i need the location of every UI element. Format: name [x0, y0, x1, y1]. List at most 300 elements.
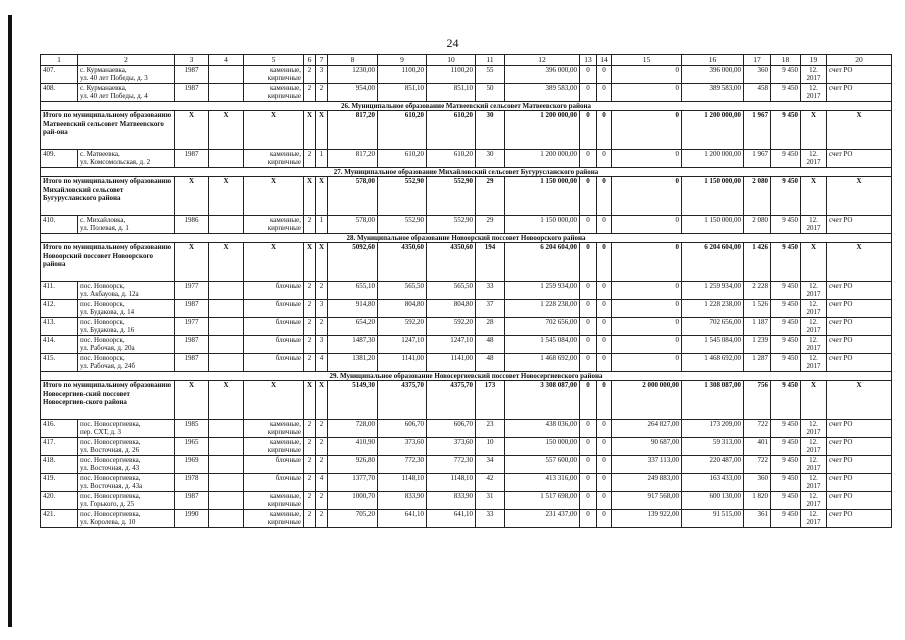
subtotal-cell: 4375,70	[427, 381, 476, 420]
subtotal-cell: 0	[580, 381, 597, 420]
table-row	[41, 420, 892, 438]
table-cell: счет РО	[827, 66, 892, 84]
table-cell: 1 820	[744, 492, 771, 510]
subtotal-cell: X	[801, 243, 827, 282]
table-cell: 2	[304, 354, 316, 372]
table-cell: 413.	[41, 318, 78, 336]
table-cell: блочные	[244, 282, 304, 300]
table-cell: пос. Новоорск, ул. Будакова, д. 14	[78, 300, 175, 318]
table-cell: счет РО	[827, 354, 892, 372]
table-cell: 9 450	[771, 318, 801, 336]
table-cell: 12. 2017	[801, 66, 827, 84]
table-cell: 9 450	[771, 150, 801, 168]
table-cell: 411.	[41, 282, 78, 300]
subtotal-cell: X	[244, 177, 304, 216]
subtotal-name: Итого по муниципальному образованию Новоорский поссовет Новоорского района	[41, 243, 175, 282]
table-cell: 0	[580, 456, 597, 474]
table-cell: 12. 2017	[801, 510, 827, 528]
table-cell: 401	[744, 438, 771, 456]
table-cell: 2	[316, 510, 328, 528]
header-cell: 6	[304, 55, 316, 66]
table-cell: 1985	[175, 420, 209, 438]
header-cell: 5	[244, 55, 304, 66]
table-cell: 1 259 934,00	[682, 282, 744, 300]
subtotal-cell: 3 308 087,00	[505, 381, 580, 420]
table-cell: 373,60	[427, 438, 476, 456]
table-cell: 50	[476, 84, 505, 102]
table-cell: пос. Новосергиевка, ул. Горького, д. 25	[78, 492, 175, 510]
table-cell: 2	[304, 150, 316, 168]
table-cell: пос. Новосергиевка, ул. Восточная, д. 43	[78, 456, 175, 474]
table-cell: 2 080	[744, 216, 771, 234]
subtotal-cell: 0	[580, 111, 597, 150]
table-cell: 12. 2017	[801, 354, 827, 372]
table-cell: 42	[476, 474, 505, 492]
subtotal-cell: X	[304, 111, 316, 150]
table-cell: каменные, кирпичные	[244, 84, 304, 102]
table-cell: 2	[304, 66, 316, 84]
table-cell: 1148,10	[378, 474, 427, 492]
table-cell: счет РО	[827, 150, 892, 168]
header-cell: 12	[505, 55, 580, 66]
table-cell	[209, 510, 244, 528]
section-heading: 28. Муниципальное образование Новоорский поссовет Новоорского района	[41, 234, 892, 243]
subtotal-cell: 610,20	[427, 111, 476, 150]
subtotal-cell: 0	[612, 243, 682, 282]
table-cell: 1987	[175, 66, 209, 84]
table-cell: счет РО	[827, 420, 892, 438]
table-cell: 0	[580, 216, 597, 234]
table-cell: 10	[476, 438, 505, 456]
table-cell: 0	[597, 420, 612, 438]
table-cell: 9 450	[771, 510, 801, 528]
table-cell: 360	[744, 66, 771, 84]
table-cell: 3	[316, 336, 328, 354]
table-cell: 0	[597, 438, 612, 456]
subtotal-cell: X	[175, 381, 209, 420]
table-cell: с. Курманаевка, ул. 40 лет Победы, д. 4	[78, 84, 175, 102]
table-cell: 0	[612, 84, 682, 102]
table-cell: 3	[316, 300, 328, 318]
header-cell: 11	[476, 55, 505, 66]
table-cell: каменные, кирпичные	[244, 510, 304, 528]
table-cell	[209, 438, 244, 456]
table-cell: 220 487,00	[682, 456, 744, 474]
table-cell: 416.	[41, 420, 78, 438]
table-cell: 0	[597, 216, 612, 234]
table-cell: пос. Новоорск, ул. Акбауова, д. 12а	[78, 282, 175, 300]
table-cell: 1 468 692,00	[682, 354, 744, 372]
table-cell: 1987	[175, 492, 209, 510]
table-cell: 851,10	[427, 84, 476, 102]
table-cell	[209, 216, 244, 234]
table-cell: 12. 2017	[801, 420, 827, 438]
table-cell: 4	[316, 354, 328, 372]
table-cell: 48	[476, 336, 505, 354]
table-cell: 2	[304, 282, 316, 300]
table-cell: 1 228 238,00	[505, 300, 580, 318]
header-cell: 19	[801, 55, 827, 66]
table-cell: 31	[476, 492, 505, 510]
subtotal-cell: 9 450	[771, 243, 801, 282]
table-cell: 0	[612, 354, 682, 372]
table-cell	[209, 456, 244, 474]
table-cell: 702 656,00	[682, 318, 744, 336]
table-cell: 1 468 692,00	[505, 354, 580, 372]
table-cell: 1100,20	[427, 66, 476, 84]
table-cell: 1990	[175, 510, 209, 528]
table-cell: 264 827,00	[612, 420, 682, 438]
subtotal-cell: 1 150 000,00	[682, 177, 744, 216]
subtotal-cell: 817,20	[328, 111, 378, 150]
table-cell: каменные, кирпичные	[244, 438, 304, 456]
table-cell: 150 000,00	[505, 438, 580, 456]
table-cell: 48	[476, 354, 505, 372]
table-cell: 722	[744, 456, 771, 474]
table-cell	[209, 150, 244, 168]
subtotal-cell: 0	[580, 243, 597, 282]
table-cell: 408.	[41, 84, 78, 102]
table-cell: 705,20	[328, 510, 378, 528]
table-cell: 1230,00	[328, 66, 378, 84]
table-cell: счет РО	[827, 84, 892, 102]
table-cell: 0	[612, 282, 682, 300]
table-cell: 565,50	[427, 282, 476, 300]
subtotal-cell: 1 200 000,00	[682, 111, 744, 150]
subtotal-cell: X	[175, 243, 209, 282]
table-cell: 2	[316, 318, 328, 336]
table-cell: 410,90	[328, 438, 378, 456]
table-cell: 12. 2017	[801, 474, 827, 492]
table-row	[41, 438, 892, 456]
table-cell: 654,20	[328, 318, 378, 336]
subtotal-cell: 194	[476, 243, 505, 282]
table-cell: 0	[612, 300, 682, 318]
table-cell: 0	[580, 84, 597, 102]
subtotal-cell: 2 080	[744, 177, 771, 216]
table-cell: 2	[316, 456, 328, 474]
table-cell: счет РО	[827, 474, 892, 492]
table-cell: блочные	[244, 318, 304, 336]
table-cell: 0	[612, 216, 682, 234]
table-cell: пос. Новоорск, ул. Будакова, д. 16	[78, 318, 175, 336]
subtotal-name: Итого по муниципальному образованию Матвеевский сельсовет Матвеевского рай-она	[41, 111, 175, 150]
table-cell: 12. 2017	[801, 300, 827, 318]
subtotal-row	[41, 111, 892, 150]
table-cell: 1 200 000,00	[682, 150, 744, 168]
subtotal-cell: 1 426	[744, 243, 771, 282]
table-cell: 37	[476, 300, 505, 318]
subtotal-cell: X	[304, 177, 316, 216]
table-cell: 29	[476, 216, 505, 234]
table-row	[41, 318, 892, 336]
subtotal-cell: 0	[580, 177, 597, 216]
table-cell: 2	[316, 420, 328, 438]
subtotal-cell: 610,20	[378, 111, 427, 150]
table-cell: 2	[304, 438, 316, 456]
subtotal-cell: 578,00	[328, 177, 378, 216]
table-cell: 0	[597, 492, 612, 510]
table-cell: счет РО	[827, 438, 892, 456]
table-cell: пос. Новоорск, ул. Рабочая, д. 20а	[78, 336, 175, 354]
table-cell: 9 450	[771, 420, 801, 438]
table-cell: 1987	[175, 150, 209, 168]
table-row	[41, 66, 892, 84]
table-cell: 9 450	[771, 66, 801, 84]
table-cell: 1987	[175, 84, 209, 102]
table-row	[41, 336, 892, 354]
table-cell: 926,80	[328, 456, 378, 474]
table-cell: 407.	[41, 66, 78, 84]
table-cell: 1 517 698,00	[505, 492, 580, 510]
table-cell: блочные	[244, 354, 304, 372]
table-cell: 9 450	[771, 438, 801, 456]
header-cell: 15	[612, 55, 682, 66]
section-heading: 26. Муниципальное образование Матвеевский сельсовет Матвеевского района	[41, 102, 892, 111]
table-cell: 4	[316, 474, 328, 492]
subtotal-cell: 29	[476, 177, 505, 216]
table-row	[41, 150, 892, 168]
table-cell: 1978	[175, 474, 209, 492]
subtotal-cell: X	[209, 177, 244, 216]
table-cell: 2	[316, 84, 328, 102]
table-cell	[209, 474, 244, 492]
subtotal-row	[41, 381, 892, 420]
table-cell: 1 150 000,00	[682, 216, 744, 234]
table-cell: 1141,00	[378, 354, 427, 372]
subtotal-row	[41, 243, 892, 282]
table-cell: 1 187	[744, 318, 771, 336]
table-cell	[209, 318, 244, 336]
table-cell: пос. Новосергиевка, ул. Королева, д. 10	[78, 510, 175, 528]
table-cell: 0	[580, 510, 597, 528]
table-cell: с. Михайловка, ул. Полевая, д. 1	[78, 216, 175, 234]
table-cell: 413 316,00	[505, 474, 580, 492]
table-cell: 0	[580, 420, 597, 438]
subtotal-cell: 1 308 087,00	[682, 381, 744, 420]
header-cell: 16	[682, 55, 744, 66]
table-cell: 1	[316, 150, 328, 168]
table-cell: 396 000,00	[682, 66, 744, 84]
table-cell: 804,80	[378, 300, 427, 318]
table-row	[41, 456, 892, 474]
table-cell: счет РО	[827, 282, 892, 300]
table-header-row	[41, 55, 892, 66]
subtotal-cell: X	[316, 111, 328, 150]
subtotal-cell: 0	[597, 177, 612, 216]
table-cell: 0	[597, 66, 612, 84]
table-cell: счет РО	[827, 300, 892, 318]
table-cell: 249 883,00	[612, 474, 682, 492]
table-cell: 9 450	[771, 300, 801, 318]
table-cell: 0	[580, 300, 597, 318]
subtotal-cell: X	[304, 243, 316, 282]
table-cell: 12. 2017	[801, 438, 827, 456]
table-cell: 1986	[175, 216, 209, 234]
table-cell	[209, 336, 244, 354]
table-cell: 389 583,00	[505, 84, 580, 102]
table-cell: 2	[304, 216, 316, 234]
subtotal-cell: 5149,30	[328, 381, 378, 420]
table-cell: 2	[304, 84, 316, 102]
header-cell: 1	[41, 55, 78, 66]
table-cell: счет РО	[827, 456, 892, 474]
subtotal-cell: 1 150 000,00	[505, 177, 580, 216]
table-cell: 2	[304, 336, 316, 354]
table-cell: счет РО	[827, 492, 892, 510]
table-cell: 0	[597, 300, 612, 318]
subtotal-cell: X	[827, 243, 892, 282]
table-cell	[209, 84, 244, 102]
table-row	[41, 474, 892, 492]
subtotal-cell: X	[244, 381, 304, 420]
table-cell: 438 036,00	[505, 420, 580, 438]
table-cell	[209, 282, 244, 300]
table-cell: 606,70	[427, 420, 476, 438]
subtotal-cell: X	[801, 381, 827, 420]
table-cell: 396 000,00	[505, 66, 580, 84]
table-cell: 9 450	[771, 216, 801, 234]
subtotal-cell: X	[209, 243, 244, 282]
table-cell: 2	[304, 510, 316, 528]
table-cell: блочные	[244, 300, 304, 318]
table-cell: 702 656,00	[505, 318, 580, 336]
subtotal-cell: X	[316, 177, 328, 216]
table-cell: 0	[597, 474, 612, 492]
table-cell: пос. Новосергиевка, ул. Восточная, д. 26	[78, 438, 175, 456]
header-cell: 2	[78, 55, 175, 66]
table-cell: 34	[476, 456, 505, 474]
table-cell: 9 450	[771, 456, 801, 474]
table-cell: 1 526	[744, 300, 771, 318]
header-cell: 13	[580, 55, 597, 66]
subtotal-cell: X	[244, 243, 304, 282]
table-cell: счет РО	[827, 510, 892, 528]
subtotal-cell: X	[827, 381, 892, 420]
table-cell: 1000,70	[328, 492, 378, 510]
table-cell: 2	[304, 300, 316, 318]
subtotal-cell: 6 204 604,00	[682, 243, 744, 282]
table-cell: 1 239	[744, 336, 771, 354]
section-heading-row	[41, 372, 892, 381]
table-cell: 1100,20	[378, 66, 427, 84]
table-cell: 1987	[175, 336, 209, 354]
table-cell: 1 150 000,00	[505, 216, 580, 234]
table-cell: 9 450	[771, 492, 801, 510]
section-heading: 29. Муниципальное образование Новосергиевский поссовет Новосергиевского района	[41, 372, 892, 381]
header-cell: 7	[316, 55, 328, 66]
table-cell: 12. 2017	[801, 216, 827, 234]
page-number: 24	[446, 36, 459, 50]
table-cell: 0	[580, 492, 597, 510]
table-row	[41, 84, 892, 102]
subtotal-cell: 2 000 000,00	[612, 381, 682, 420]
header-cell: 10	[427, 55, 476, 66]
table-cell: 414.	[41, 336, 78, 354]
table-cell: 1247,10	[427, 336, 476, 354]
subtotal-cell: X	[801, 111, 827, 150]
subtotal-cell: 1 200 000,00	[505, 111, 580, 150]
table-cell: 419.	[41, 474, 78, 492]
table-cell: 600 130,00	[682, 492, 744, 510]
table-row	[41, 300, 892, 318]
table-cell	[209, 354, 244, 372]
table-cell: с. Курманаевка, ул. 40 лет Победы, д. 3	[78, 66, 175, 84]
table-cell: 833,90	[378, 492, 427, 510]
subtotal-cell: 756	[744, 381, 771, 420]
subtotal-cell: 1 967	[744, 111, 771, 150]
table-cell: 0	[580, 354, 597, 372]
table-row	[41, 216, 892, 234]
table-cell: 0	[597, 510, 612, 528]
table-cell: 0	[612, 318, 682, 336]
table-cell: 2	[316, 438, 328, 456]
table-cell: 0	[580, 150, 597, 168]
table-cell: 954,00	[328, 84, 378, 102]
table-cell: 12. 2017	[801, 150, 827, 168]
subtotal-name: Итого по муниципальному образованию Новосергиев-ский поссовет Новосергиев-ского района	[41, 381, 175, 420]
subtotal-cell: X	[304, 381, 316, 420]
table-cell	[209, 300, 244, 318]
table-cell: 917 568,00	[612, 492, 682, 510]
table-row	[41, 510, 892, 528]
table-cell: 0	[597, 150, 612, 168]
subtotal-cell: X	[244, 111, 304, 150]
table-cell: 0	[580, 66, 597, 84]
subtotal-cell: X	[316, 381, 328, 420]
table-cell: 33	[476, 510, 505, 528]
subtotal-cell: 4350,60	[378, 243, 427, 282]
subtotal-cell: 9 450	[771, 111, 801, 150]
header-cell: 14	[597, 55, 612, 66]
table-cell: 1148,10	[427, 474, 476, 492]
table-cell: 2 228	[744, 282, 771, 300]
table-cell: 1141,00	[427, 354, 476, 372]
table-cell: каменные, кирпичные	[244, 66, 304, 84]
table-cell: 1977	[175, 318, 209, 336]
table-cell: 557 600,00	[505, 456, 580, 474]
table-cell: 9 450	[771, 336, 801, 354]
subtotal-cell: 552,90	[378, 177, 427, 216]
table-cell: 641,10	[378, 510, 427, 528]
table-row	[41, 282, 892, 300]
table-cell: 2	[304, 456, 316, 474]
table-cell: 360	[744, 474, 771, 492]
table-cell: 1965	[175, 438, 209, 456]
table-cell: 2	[304, 492, 316, 510]
table-cell: 410.	[41, 216, 78, 234]
table-cell: 2	[304, 420, 316, 438]
table-cell: 1247,10	[378, 336, 427, 354]
table-cell: 552,90	[378, 216, 427, 234]
table-cell: 565,50	[378, 282, 427, 300]
table-cell: 2	[316, 282, 328, 300]
table-cell: 0	[580, 336, 597, 354]
table-cell: каменные, кирпичные	[244, 492, 304, 510]
table-cell: каменные, кирпичные	[244, 150, 304, 168]
table-cell: 231 437,00	[505, 510, 580, 528]
table-cell: 0	[597, 84, 612, 102]
table-cell: 1	[316, 216, 328, 234]
table-cell: 578,00	[328, 216, 378, 234]
subtotal-name: Итого по муниципальному образованию Михайловский сельсовет Бугурусланского района	[41, 177, 175, 216]
table-cell: 606,70	[378, 420, 427, 438]
table-cell: 592,20	[427, 318, 476, 336]
table-cell: 417.	[41, 438, 78, 456]
table-cell: блочные	[244, 456, 304, 474]
table-cell: 722	[744, 420, 771, 438]
table-cell: 415.	[41, 354, 78, 372]
